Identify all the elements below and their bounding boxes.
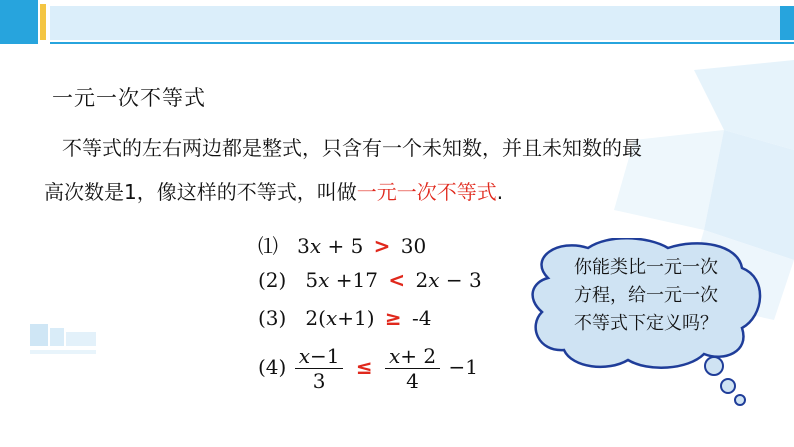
numerator-rest: −1 (309, 344, 340, 368)
example-1 (258, 230, 426, 259)
banner-light-band (50, 6, 794, 40)
rhs: 30 (400, 234, 427, 258)
banner-underline (50, 42, 794, 44)
lhs-coefficient: 3 (297, 234, 310, 258)
definition-text-2: 高次数是1，像这样的不等式，叫做 (44, 180, 357, 204)
lhs-rest: + 5 (327, 234, 364, 258)
inequality-sign: ≤ (355, 355, 373, 379)
bubble-line-1: 你能类比一元一次 (574, 257, 718, 278)
inequality-sign: > (373, 234, 391, 258)
example-4 (258, 344, 478, 393)
lhs-prefix: 2( (305, 306, 326, 330)
inequality-sign: ≥ (384, 306, 402, 330)
rhs-rest: −1 (448, 355, 478, 379)
example-label: (2) (258, 268, 287, 292)
page-heading: 一元一次不等式 (52, 86, 206, 110)
variable: x (318, 268, 330, 292)
variable: x (298, 344, 310, 368)
numerator-rest: + 2 (400, 344, 437, 368)
lhs-fraction (295, 344, 344, 393)
banner-blue-block (0, 0, 38, 44)
inequality-sign: < (388, 268, 406, 292)
thought-bubble-text (546, 254, 746, 338)
lhs-rest: +1) (337, 306, 375, 330)
lhs-numerator (295, 344, 344, 369)
lhs-denominator: 3 (312, 369, 326, 393)
bubble-line-3: 不等式下定义吗？ (574, 313, 718, 334)
example-2 (258, 268, 482, 292)
definition-text-1: 不等式的左右两边都是整式，只含有一个未知数，并且未知数的最 (62, 136, 642, 160)
lhs-coefficient: 5 (305, 268, 319, 292)
bubble-line-2: 方程，给一元一次 (574, 285, 718, 306)
rhs-fraction (385, 344, 440, 393)
variable: x (309, 234, 322, 258)
example-3 (258, 306, 432, 330)
definition-period: . (496, 180, 504, 204)
rhs-rest: − 3 (445, 268, 482, 292)
top-banner (0, 0, 794, 44)
variable: x (325, 306, 338, 330)
example-label: (3) (258, 306, 287, 330)
rhs-denominator: 4 (406, 369, 419, 393)
definition-line-2 (44, 170, 760, 214)
defined-term: 一元一次不等式 (356, 180, 497, 204)
banner-end-cap (780, 6, 794, 40)
rhs-numerator (385, 344, 440, 369)
rhs: -4 (412, 306, 432, 330)
lhs-rest: +17 (335, 268, 379, 292)
example-label: ⑴ (258, 234, 278, 258)
definition-line-1 (60, 126, 760, 170)
definition-paragraph (44, 126, 760, 214)
faded-logo-icon (26, 318, 106, 364)
example-label: (4) (258, 355, 287, 379)
variable: x (428, 268, 440, 292)
rhs-coefficient: 2 (415, 268, 429, 292)
variable: x (388, 344, 401, 368)
banner-yellow-stripe (40, 4, 46, 40)
